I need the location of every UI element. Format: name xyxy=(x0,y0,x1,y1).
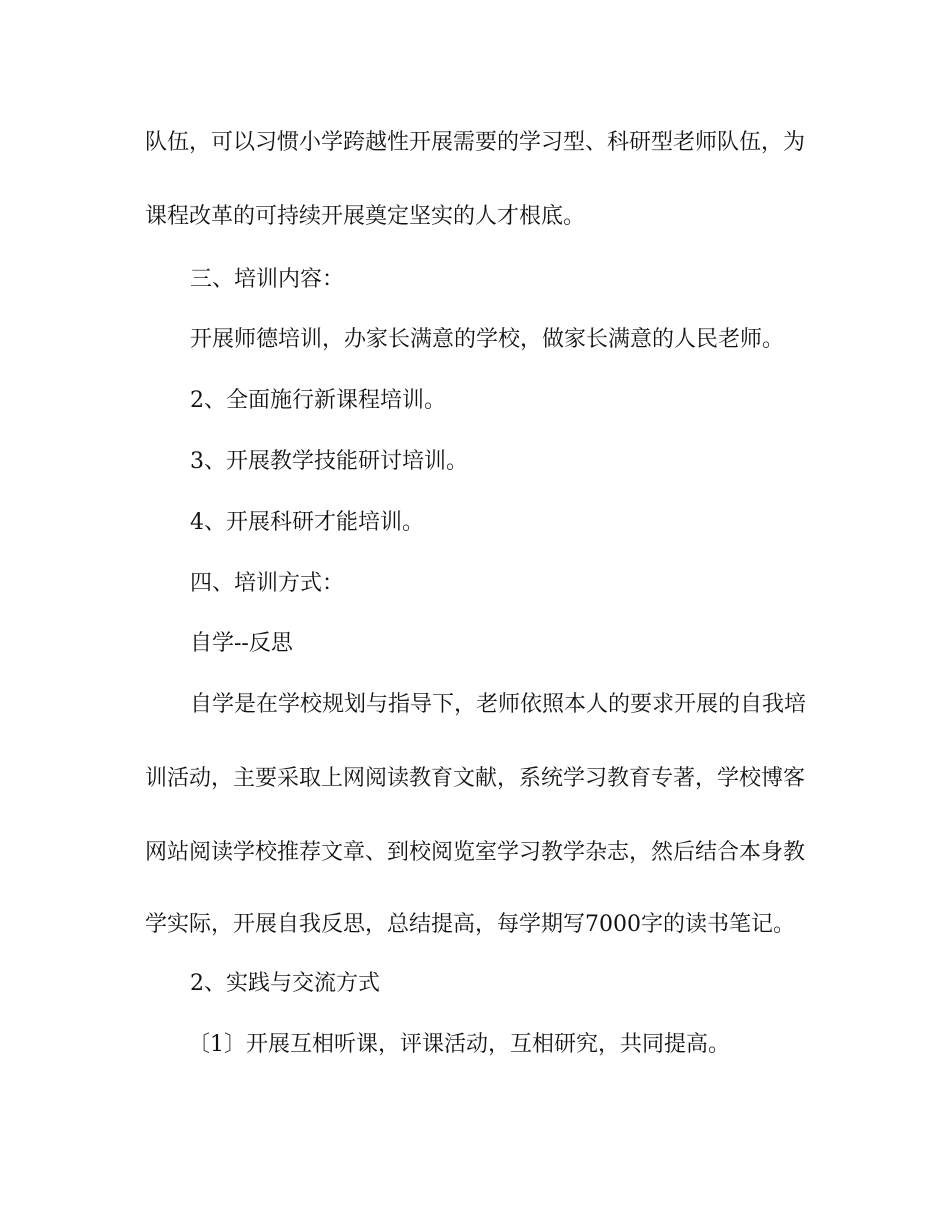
paragraph-line: 自学是在学校规划与指导下，老师依照本人的要求开展的自我培 xyxy=(190,692,807,717)
paragraph-line: 训活动，主要采取上网阅读教育文献，系统学习教育专著，学校博客 xyxy=(145,766,806,791)
list-item: 4、开展科研才能培训。 xyxy=(190,510,424,535)
paragraph-line: 网站阅读学校推荐文章、到校阅览室学习教学杂志，然后结合本身教 xyxy=(145,840,806,865)
list-item: 3、开展教学技能研讨培训。 xyxy=(190,449,468,474)
subsection-heading: 自学--反思 xyxy=(190,631,293,656)
section-heading: 四、培训方式： xyxy=(190,571,345,596)
list-item: 2、全面施行新课程培训。 xyxy=(190,388,446,413)
section-heading: 三、培训内容： xyxy=(190,267,345,292)
paragraph-line: 课程改革的可持续开展奠定坚实的人才根底。 xyxy=(145,204,586,229)
paragraph-line: 队伍，可以习惯小学跨越性开展需要的学习型、科研型老师队伍，为 xyxy=(145,130,806,155)
paragraph-line: 学实际，开展自我反思，总结提高，每学期写7000字的读书笔记。 xyxy=(145,912,795,937)
subsection-heading: 2、实践与交流方式 xyxy=(190,971,380,996)
list-item: 〔1〕开展互相听课，评课活动，互相研究，共同提高。 xyxy=(188,1032,730,1057)
list-item: 开展师德培训，办家长满意的学校，做家长满意的人民老师。 xyxy=(190,327,785,352)
